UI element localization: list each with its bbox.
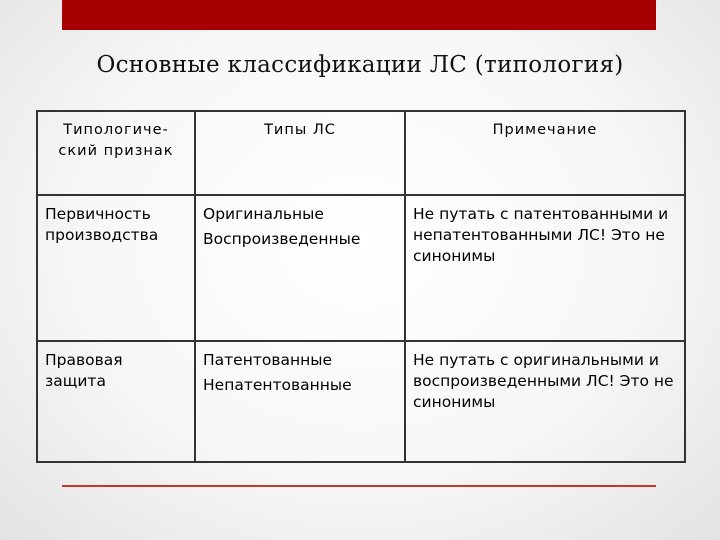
classification-table (36, 110, 686, 463)
row-note-text: Не путать с патентованными и непатентованными ЛС! Это не синонимы (413, 205, 669, 266)
row-type-item: Патентованные (203, 351, 333, 370)
row-note-cell (405, 195, 685, 341)
top-accent-bar (62, 0, 656, 30)
table-row (37, 195, 685, 341)
row-feature-text: Первичность производства (45, 205, 159, 245)
table-row (37, 341, 685, 462)
row-types-cell (195, 341, 405, 462)
header-drug-types (195, 111, 405, 195)
header-typological-feature (37, 111, 195, 195)
bottom-divider-line (62, 485, 656, 487)
row-type-item: Оригинальные (203, 205, 324, 224)
row-note-text: Не путать с оригинальными и воспроизведенными ЛС! Это не синонимы (413, 351, 674, 412)
row-type-item: Непатентованные (203, 376, 352, 395)
row-feature-cell (37, 341, 195, 462)
row-type-item: Воспроизведенные (203, 230, 361, 249)
header-drug-types-text: Типы ЛС (264, 122, 336, 138)
table-header-row (37, 111, 685, 195)
header-note (405, 111, 685, 195)
row-types-cell (195, 195, 405, 341)
header-typological-feature-text: Типологиче- ский признак (58, 122, 174, 159)
row-feature-text: Правовая защита (45, 351, 123, 391)
row-note-cell (405, 341, 685, 462)
header-note-text: Примечание (492, 122, 598, 138)
slide-title: Основные классификации ЛС (типология) (96, 52, 624, 78)
row-feature-cell (37, 195, 195, 341)
